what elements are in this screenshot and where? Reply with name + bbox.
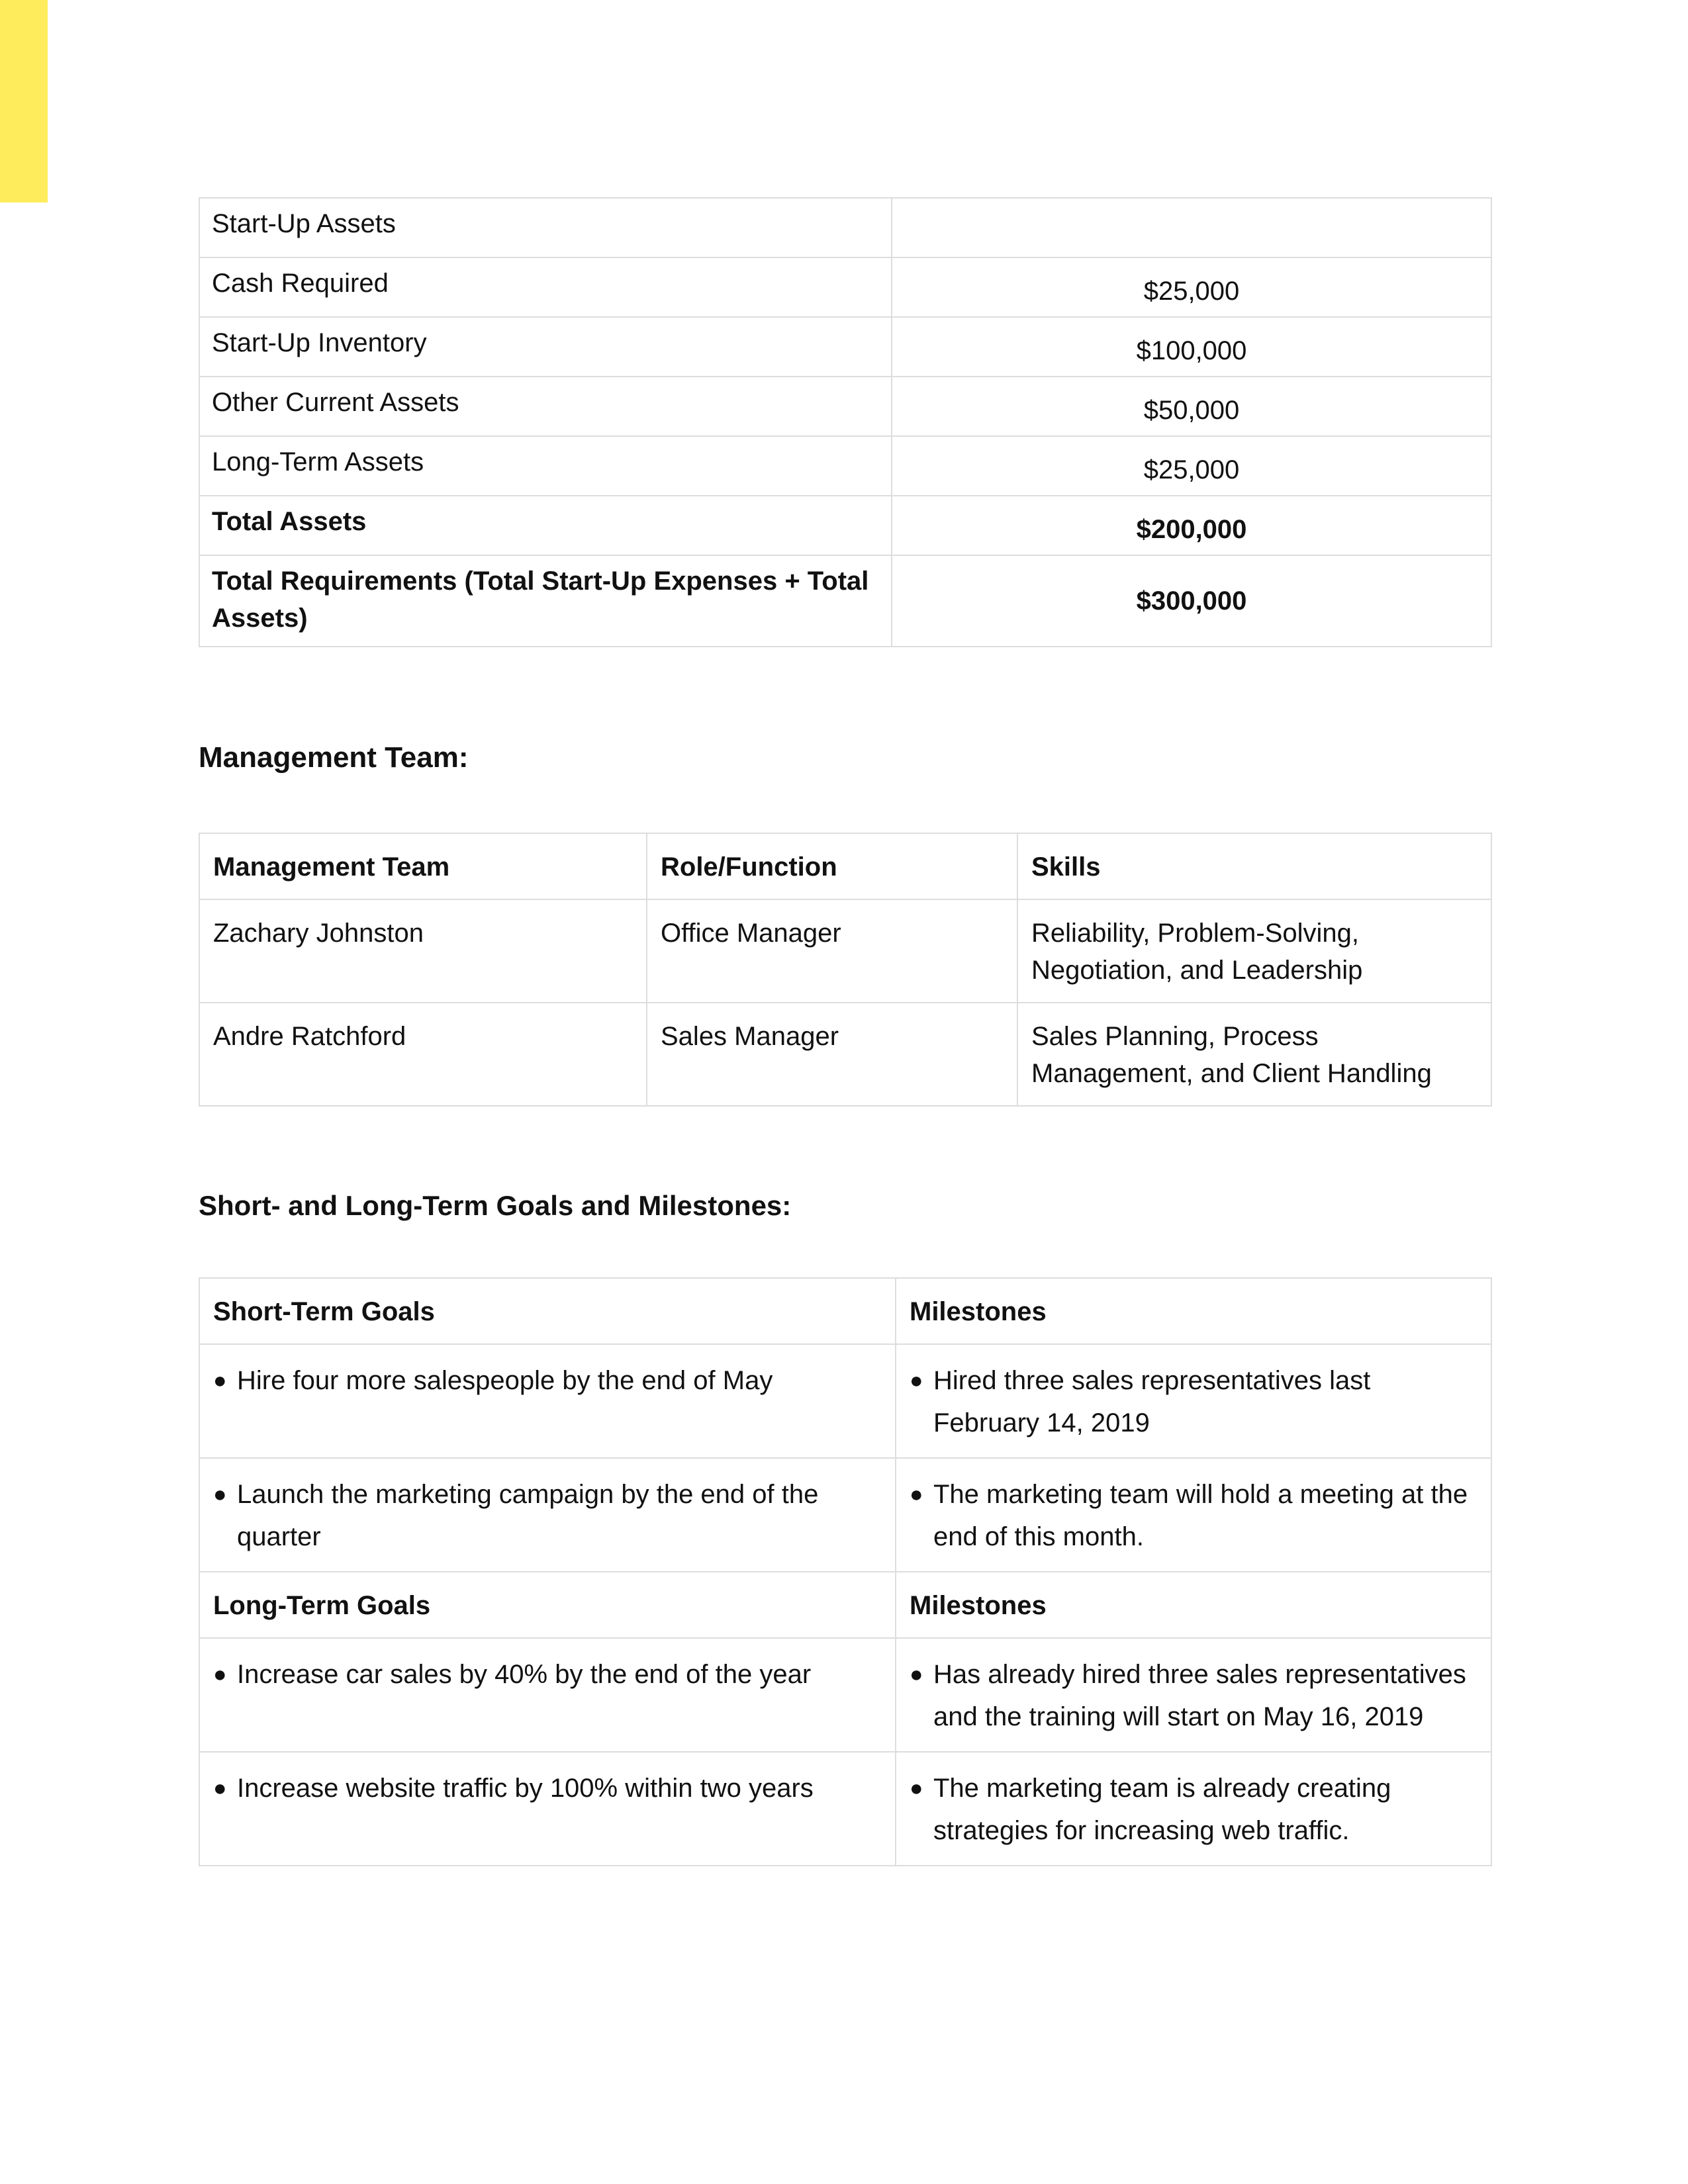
milestone-cell	[896, 1344, 1491, 1458]
asset-value: $300,000	[892, 555, 1491, 647]
yellow-accent-bar	[0, 0, 48, 203]
asset-label: Start-Up Inventory	[199, 317, 892, 377]
asset-label: Start-Up Assets	[199, 198, 892, 257]
goal-text: Increase car sales by 40% by the end of the year	[237, 1660, 812, 1689]
milestone-text: The marketing team will hold a meeting at the end of this month.	[933, 1480, 1468, 1551]
bullet-icon: ●	[213, 1662, 227, 1687]
bullet-icon: ●	[910, 1368, 923, 1393]
asset-label: Total Assets	[199, 496, 892, 555]
table-row	[199, 1344, 1491, 1458]
goals-table	[199, 1277, 1492, 1866]
table-header-row	[199, 1278, 1491, 1344]
table-row	[199, 317, 1491, 377]
goal-cell	[199, 1752, 896, 1866]
list-item	[213, 1767, 882, 1809]
bullet-icon: ●	[910, 1776, 923, 1801]
list-item	[910, 1653, 1477, 1738]
table-row	[199, 1752, 1491, 1866]
bullet-icon: ●	[213, 1368, 227, 1393]
milestone-text: Hired three sales representatives last February 14, 2019	[933, 1366, 1371, 1437]
goal-text: Hire four more salespeople by the end of May	[237, 1366, 773, 1395]
table-header-row	[199, 833, 1491, 899]
column-header: Long-Term Goals	[199, 1572, 896, 1638]
table-row	[199, 555, 1491, 647]
bullet-icon: ●	[213, 1776, 227, 1801]
column-header: Management Team	[199, 833, 647, 899]
goal-text: Increase website traffic by 100% within two years	[237, 1774, 814, 1803]
list-item	[213, 1473, 882, 1558]
page-content	[199, 197, 1491, 1845]
bullet-icon: ●	[910, 1482, 923, 1507]
asset-label: Other Current Assets	[199, 377, 892, 436]
column-header: Milestones	[896, 1278, 1491, 1344]
column-header: Skills	[1017, 833, 1491, 899]
asset-value: $100,000	[892, 317, 1491, 377]
column-header: Role/Function	[647, 833, 1017, 899]
list-item	[213, 1359, 882, 1402]
table-row	[199, 899, 1491, 1003]
management-heading: Management Team:	[199, 741, 469, 774]
table-row	[199, 377, 1491, 436]
column-header: Short-Term Goals	[199, 1278, 896, 1344]
asset-value: $25,000	[892, 436, 1491, 496]
milestone-text: The marketing team is already creating strategies for increasing web traffic.	[933, 1774, 1391, 1845]
goal-text: Launch the marketing campaign by the end of the quarter	[237, 1480, 819, 1551]
list-item	[910, 1767, 1477, 1852]
member-skills: Sales Planning, Process Management, and Client Handling	[1017, 1003, 1491, 1106]
asset-value: $200,000	[892, 496, 1491, 555]
milestone-cell	[896, 1752, 1491, 1866]
asset-value: $25,000	[892, 257, 1491, 317]
asset-value	[892, 198, 1491, 257]
goal-cell	[199, 1638, 896, 1752]
asset-label: Cash Required	[199, 257, 892, 317]
asset-label: Total Requirements (Total Start-Up Expenses + Total Assets)	[199, 555, 892, 647]
asset-label: Long-Term Assets	[199, 436, 892, 496]
bullet-icon: ●	[213, 1482, 227, 1507]
table-row	[199, 1638, 1491, 1752]
table-row	[199, 257, 1491, 317]
table-row	[199, 1458, 1491, 1572]
asset-value: $50,000	[892, 377, 1491, 436]
member-role: Office Manager	[647, 899, 1017, 1003]
management-table	[199, 833, 1492, 1107]
milestone-cell	[896, 1638, 1491, 1752]
member-name: Andre Ratchford	[199, 1003, 647, 1106]
table-row	[199, 198, 1491, 257]
table-row	[199, 1003, 1491, 1106]
table-row	[199, 496, 1491, 555]
bullet-icon: ●	[910, 1662, 923, 1687]
goal-cell	[199, 1344, 896, 1458]
milestone-text: Has already hired three sales representatives and the training will start on May 16, 2019	[933, 1660, 1466, 1731]
goals-heading: Short- and Long-Term Goals and Milestones:	[199, 1190, 792, 1221]
startup-assets-table	[199, 197, 1492, 647]
list-item	[213, 1653, 882, 1696]
goal-cell	[199, 1458, 896, 1572]
member-skills: Reliability, Problem-Solving, Negotiation, and Leadership	[1017, 899, 1491, 1003]
list-item	[910, 1359, 1477, 1444]
member-name: Zachary Johnston	[199, 899, 647, 1003]
table-header-row	[199, 1572, 1491, 1638]
member-role: Sales Manager	[647, 1003, 1017, 1106]
milestone-cell	[896, 1458, 1491, 1572]
table-row	[199, 436, 1491, 496]
list-item	[910, 1473, 1477, 1558]
column-header: Milestones	[896, 1572, 1491, 1638]
